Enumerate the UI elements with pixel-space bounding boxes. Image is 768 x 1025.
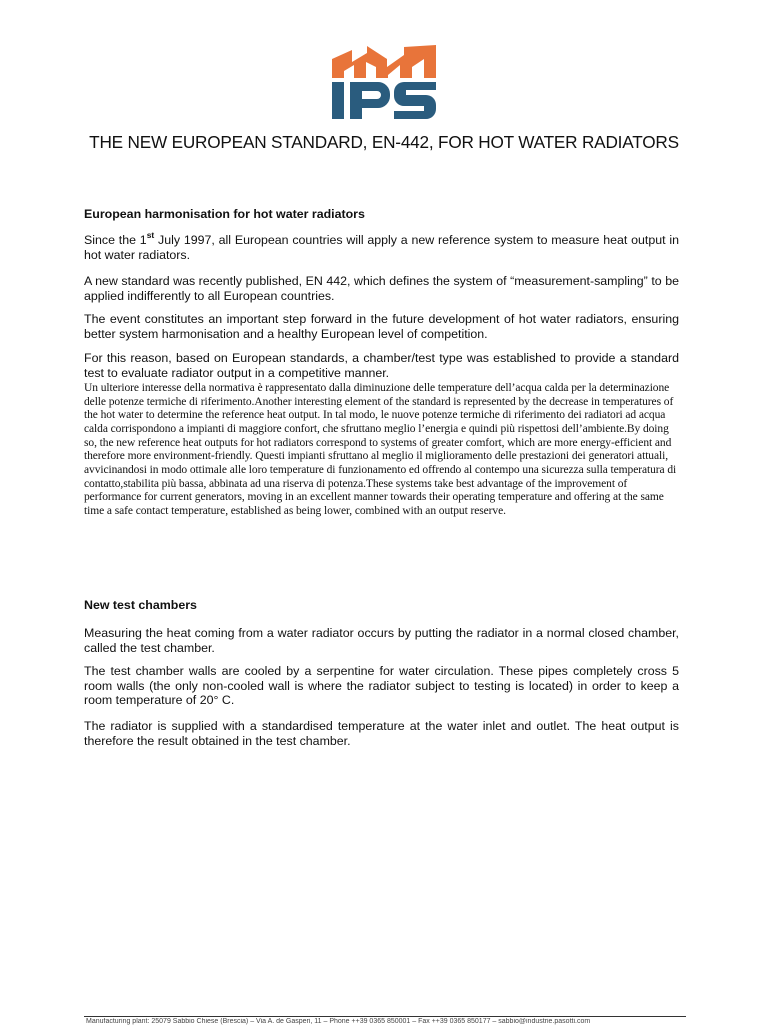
paragraph-bilingual: Un ulteriore interesse della normativa è rappresentato dalla diminuzione delle temperature dell’acqua calda per la determinazione delle potenze termiche di riferimento.Another interesting element of the standard is represented by the decrease in temperatures of the hot water to determine the reference heat output. In tal modo, le nuove potenze termiche di riferimento dei radiatori ad acqua calda corrispondono a impianti di maggiore confort, che sfruttano meglio l’energia e quindi più rispettosi dell’ambiente.By doing so, the new reference heat outputs for hot radiators correspond to systems of greater comfort, which are more energy-efficient and therefore more environment-friendly. Questi impianti sfruttano al meglio il miglioramento delle prestazioni dei generatori attuali, avvicinandosi in modo ottimale alle loro temperature di funzionamento ed offrendo al contempo una sicurezza sulla temperatura di contatto,stabilita più bassa, abbinata ad una riserva di potenza.These systems take best advantage of the improvement of performance for current generators, moving in an excellent manner towards their operating temperature and offering at the same time a safe contact temperature, established as being lower, combined with an output reserve. bbox=[84, 382, 677, 517]
paragraph-supply: The radiator is supplied with a standardised temperature at the water inlet and outlet. The heat output is therefore the result obtained in the test chamber. bbox=[84, 719, 679, 748]
logo-letter-s bbox=[394, 82, 436, 119]
footer-address: Manufacturing plant: 25079 Sabbio Chiese (Brescia) – Via A. de Gasperi, 11 – Phone ++39 0365 850001 – Fax ++39 0365 850177 – sabbio@industrie.pasotti.com bbox=[86, 1018, 591, 1025]
paragraph-walls: The test chamber walls are cooled by a serpentine for water circulation. These pipes completely cross 5 room walls (the only non-cooled wall is where the radiator subject to testing is located) in order to keep a room temperature of 20° C. bbox=[84, 664, 679, 708]
paragraph-chamber: For this reason, based on European standards, a chamber/test type was established to provide a standard test to evaluate radiator output in a competitive manner. bbox=[84, 351, 679, 380]
footer-divider bbox=[84, 1016, 686, 1017]
paragraph-intro-start: Since the 1 bbox=[84, 233, 147, 247]
paragraph-event: The event constitutes an important step forward in the future development of hot water radiators, ensuring better system harmonisation and a healthy European level of competition. bbox=[84, 312, 679, 341]
logo-sawtooth bbox=[332, 45, 436, 78]
page-title: THE NEW EUROPEAN STANDARD, EN-442, FOR HOT WATER RADIATORS bbox=[89, 132, 679, 152]
section-heading-harmonisation: European harmonisation for hot water radiators bbox=[84, 207, 365, 221]
paragraph-measuring: Measuring the heat coming from a water radiator occurs by putting the radiator in a normal closed chamber, called the test chamber. bbox=[84, 626, 679, 655]
superscript-st: st bbox=[146, 229, 155, 240]
paragraph-en442: A new standard was recently published, EN 442, which defines the system of “measurement-sampling” to be applied indifferently to all European countries. bbox=[84, 274, 679, 303]
section-heading-test-chambers: New test chambers bbox=[84, 598, 197, 612]
logo-letter-i bbox=[332, 82, 344, 119]
paragraph-intro-rest: July 1997, all European countries will apply a new reference system to measure heat output in hot water radiators. bbox=[84, 233, 679, 262]
ips-logo bbox=[332, 45, 436, 119]
logo-letter-p bbox=[350, 82, 390, 119]
paragraph-intro bbox=[84, 229, 679, 262]
